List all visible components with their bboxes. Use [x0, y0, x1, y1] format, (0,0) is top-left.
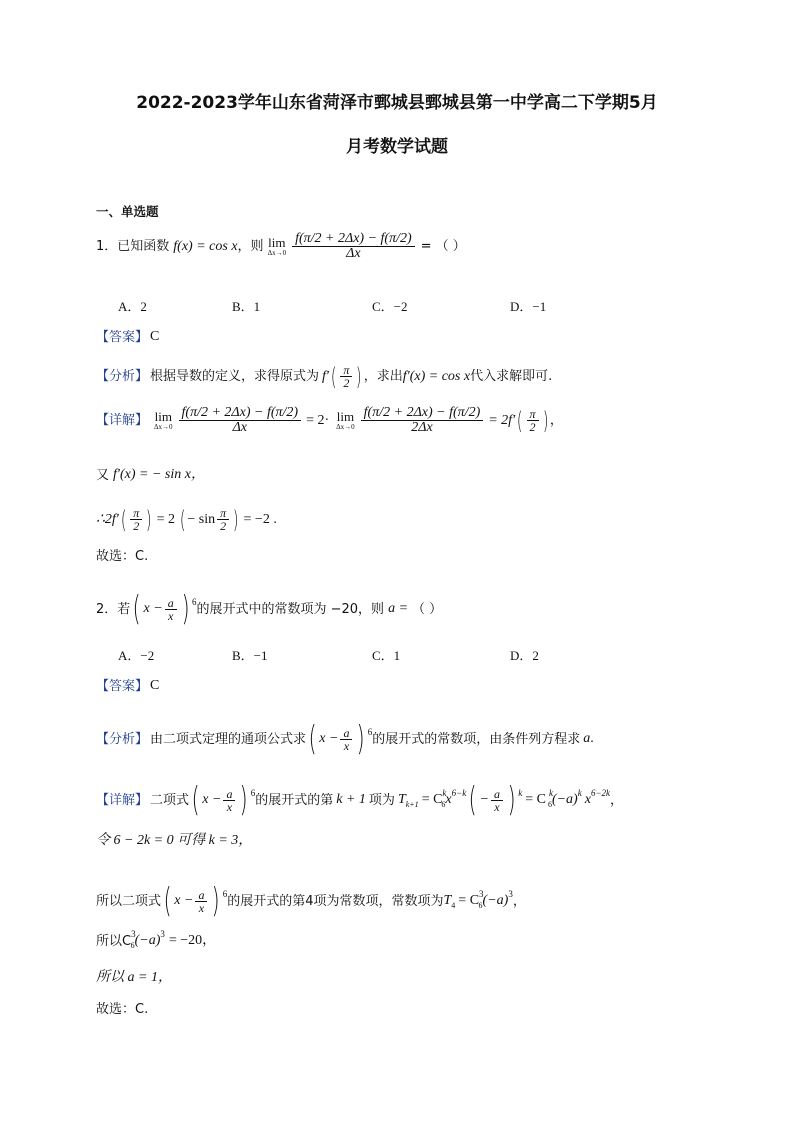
q1-stem-tail: = （ ） [420, 239, 466, 254]
q1-option-a: A．2 [118, 299, 147, 314]
q2-bracket: （ ） [412, 601, 443, 617]
q1-also-prefix: 又 [96, 467, 110, 483]
q2-line-4-t: T [443, 893, 452, 908]
q2-line-k [96, 834, 252, 848]
limit-word-2: lim [336, 409, 355, 424]
q2-line-4-prefix: 所以二项式 [96, 893, 162, 909]
detail-tag: 【详解】 [96, 413, 149, 428]
q1-choose: 故选：C. [96, 549, 149, 564]
q2-option-d: D．2 [510, 648, 539, 663]
detail-fraction-2: $\frac{f(\pi/2 + 2\Delta x) - f(\pi/2)}{2\Delta x}$ [361, 406, 484, 435]
q2-choose: 故选：C. [96, 1002, 149, 1017]
q1-answer [96, 330, 159, 344]
q2-detail-text-2: 的展开式的第 [255, 792, 334, 808]
q1-analysis-text-1: 根据导数的定义，求得原式为 [150, 369, 320, 384]
detail-den-1: Δx [232, 420, 248, 435]
q2-stem-suffix: 的展开式中的常数项为 −20，则 [196, 601, 385, 617]
q1-also-expr: f′(x) = − sin x， [113, 467, 205, 482]
answer-tag-2: 【答案】 [96, 678, 149, 694]
q2-line-c-end: = −20， [168, 933, 217, 948]
q2-line-4-eq: = C [458, 893, 480, 908]
detail-comma: ， [549, 413, 563, 428]
q2-line-4-suffix: 的展开式的第4项为常数项，常数项为 [227, 893, 444, 909]
q1-limit [268, 236, 287, 257]
q2-option-b: B．−1 [232, 648, 268, 663]
q2-line-c-text: 所以C [96, 933, 132, 949]
therefore-end: = −2 . [243, 511, 277, 527]
section-heading: 一、单选题 [96, 204, 159, 219]
q1-answer-value: C [150, 329, 160, 344]
q2-analysis: 【分析】 由二项式定理的通项公式求 ( x − $\frac{a}{x}$ ) 6 的展开式的常数项，由条件列方程求 a . [96, 719, 594, 759]
q1-analysis: 【分析】 根据导数的定义，求得原式为 f′ ( $\frac{\pi}{2}$ ) ，求出 f′(x) = cos x 代入求解即可. [96, 362, 553, 391]
detail-eq-end: = 2f′ [488, 412, 516, 428]
q2-line-a [96, 971, 172, 985]
q1-fraction [292, 232, 415, 261]
q2-neg-a: (−a) [551, 792, 578, 807]
q2-analysis-text-1: 由二项式定理的通项公式求 [150, 731, 307, 747]
q1-stem-prefix: 1．已知函数 [96, 239, 170, 254]
q1-function: f(x) = cos x [173, 238, 238, 254]
q1-limit-word: lim [268, 235, 286, 250]
q2-detail-text-3: 项为 [368, 792, 395, 808]
q1-analysis-text-3: 代入求解即可. [470, 369, 553, 384]
q1-stem-mid: ，则 [237, 239, 264, 254]
q2-a-eq: a = [388, 601, 409, 616]
detail-fraction-1 [179, 406, 302, 435]
q2-stem: 2．若 ( x − $\frac{a}{x}$ ) 6 的展开式中的常数项为 −20，则 a = （ ） [96, 589, 443, 629]
q2-answer [96, 679, 159, 693]
q2-tk: T [397, 792, 406, 807]
detail-num-1: f(π/2 + 2Δx) − f(π/2) [181, 405, 299, 420]
q2-analysis-text-2: 的展开式的常数项，由条件列方程求 [372, 731, 581, 747]
q2-detail-text-1: 二项式 [150, 792, 190, 808]
detail-num-2: f(π/2 + 2Δx) − f(π/2) [363, 405, 481, 420]
detail-tag-2: 【详解】 [96, 792, 149, 808]
limit-sub: Δx→0 [154, 423, 173, 431]
therefore-mid: = 2 [156, 511, 176, 527]
q2-analysis-var: a [583, 731, 591, 746]
doc-title-line1: 2022-2023学年山东省菏泽市鄄城县鄄城县第一中学高二下学期5月 [136, 93, 658, 113]
q2-period: . [590, 731, 594, 746]
doc-title-line2: 月考数学试题 [346, 137, 448, 157]
q2-stem-prefix: 2．若 [96, 601, 131, 617]
limit-sub-2: Δx→0 [336, 423, 355, 431]
q1-option-b: B．1 [232, 299, 261, 314]
q1-stem [96, 232, 466, 261]
q2-detail-eq: = C [421, 792, 443, 807]
q2-option-c: C．1 [372, 648, 401, 663]
detail-eq-mid: = 2· [306, 412, 330, 428]
q2-detail-end: = C [525, 792, 546, 807]
q2-neg-a-2: (−a) [482, 893, 509, 908]
q1-analysis-text-2: ，求出 [363, 369, 403, 384]
q1-fprime-cos: f′(x) = cos x [402, 368, 471, 384]
q1-therefore: ∴2f′ ( $\frac{\pi}{2}$ ) = 2 ( − sin $\frac{\pi}{2}$ ) = −2 . [96, 505, 277, 534]
q1-option-d: D．−1 [510, 299, 547, 314]
q1-option-c: C．−2 [372, 299, 408, 314]
q1-denominator: Δx [346, 246, 361, 261]
q2-x-pow: x [584, 792, 591, 807]
q2-neg-a-3: (−a) [134, 933, 161, 948]
therefore-symbol: ∴2f′ [96, 511, 119, 527]
q1-also [96, 468, 205, 482]
q2-answer-value: C [150, 678, 160, 693]
q1-detail: 【详解】 lim Δx→0 $\frac{f(\pi/2 + 2\Delta x) - f(\pi/2)}{\Delta x}$ = 2· lim Δx→0 $\frac{f(\pi/2 + 2\Delta x) - f(\pi/2)}{2\Delta x}$ = 2f′ ( $\frac{\pi}{2}$ ) ， [96, 405, 563, 435]
analysis-tag: 【分析】 [96, 369, 149, 384]
q2-line-a-text: 所以 a = 1， [96, 970, 172, 985]
q1-numerator: f(π/2 + 2Δx) − f(π/2) [295, 231, 412, 246]
q2-line-4: 所以二项式 ( x − $\frac{a}{x}$ ) 6 的展开式的第4项为常数项，常数项为 T 4 = C 3 6 (−a) 3 ， [96, 881, 526, 921]
limit-word: lim [154, 409, 172, 424]
analysis-tag-2: 【分析】 [96, 731, 149, 747]
neg-sin: − sin [187, 511, 216, 527]
q2-k1: k + 1 [336, 792, 366, 807]
q2-line-c: 所以C 3 6 (−a) 3 = −20， [96, 928, 217, 950]
answer-tag: 【答案】 [96, 329, 149, 345]
pi-over-2: $\frac{\pi}{2}$ [340, 364, 352, 389]
q2-detail: 【详解】 二项式 ( x − $\frac{a}{x}$ ) 6 的展开式的第 k + 1 项为 T k+1 = C k 6 x 6−k ( − $\frac{a}{x}$ ) k = C k 6 (−a) k x 6−2k ， [96, 780, 624, 820]
q1-limit-sub: Δx→0 [267, 249, 287, 257]
q2-line-k-text: 令 6 − 2k = 0 可得 k = 3， [96, 833, 253, 848]
q2-option-a: A．−2 [118, 648, 155, 663]
